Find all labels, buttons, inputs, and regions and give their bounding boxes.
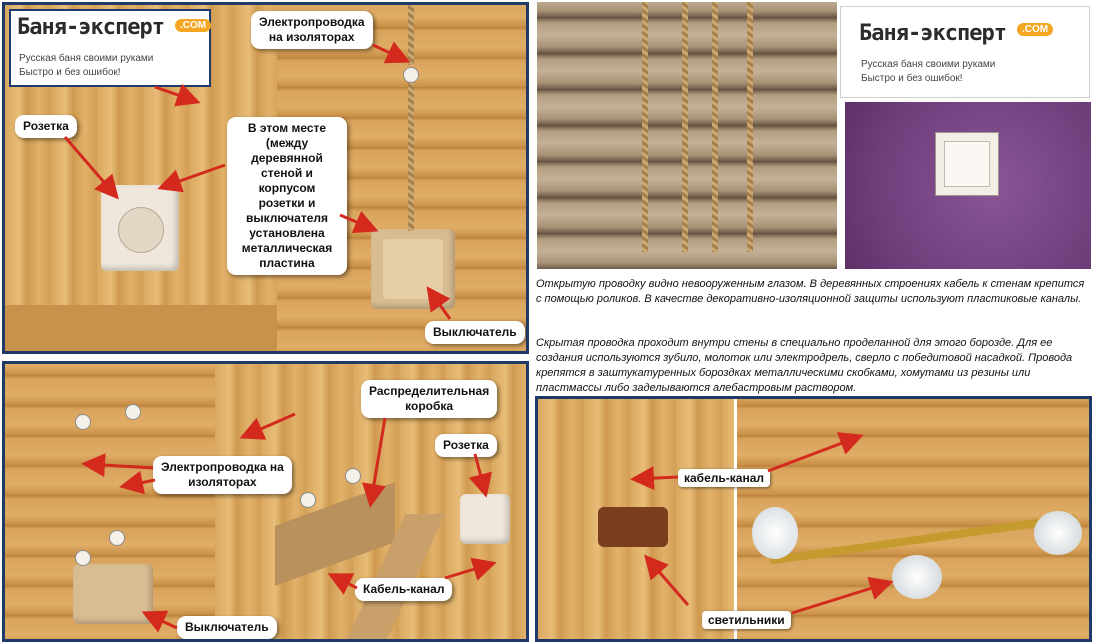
caption-paragraph-hidden-wiring: Скрытая проводка проходит внутри стены в специально проделанной для этого борозде. Для ее создания используются зубило, молоток или электродрель, сверло с победитовой насадкой. Провода крепятся в заштукатуренных бороздках металлическими скобками, хомутами из резины или пластмассы либо заделываются алебастровым раствором. xyxy=(536,337,1073,394)
photo-panel-log-wall-cords xyxy=(537,2,837,269)
brand-domain-badge-2: .COM xyxy=(1017,23,1053,36)
label-outlet: Розетка xyxy=(15,115,77,138)
brand-tagline-1-2: Русская баня своими руками xyxy=(861,59,996,70)
label-cable-channel-2: кабель-канал xyxy=(678,469,770,487)
label-distribution-box: Распределительная коробка xyxy=(361,380,497,418)
label-switch: Выключатель xyxy=(425,321,525,344)
photo-panel-wiring-insulators-box xyxy=(2,361,529,642)
log-cord-3 xyxy=(712,2,718,252)
arrow-to-wall-bl xyxy=(245,414,295,436)
arrows-bottom-right xyxy=(538,399,1092,642)
arrow-to-switch-2 xyxy=(147,614,177,628)
brand-tagline-1: Русская баня своими руками xyxy=(19,53,154,64)
label-lamps: светильники xyxy=(702,611,791,629)
brand-tagline-2: Быстро и без ошибок! xyxy=(19,67,121,78)
arrow-to-insulator xyxy=(373,45,405,60)
arrow-to-outlet-2 xyxy=(475,454,485,492)
photo-panel-cable-channel-lamps xyxy=(535,396,1092,642)
arrow-to-insulator-2 xyxy=(125,480,155,486)
arrow-to-outlet xyxy=(65,137,115,195)
wall-switch-image xyxy=(935,132,999,196)
arrow-to-box xyxy=(371,418,385,502)
arrow-to-switch xyxy=(430,291,450,319)
log-cord-1 xyxy=(642,2,648,252)
arrows-top-left xyxy=(5,5,529,354)
photo-panel-purple-wall-switch xyxy=(845,102,1091,269)
brand-domain-badge: .COM xyxy=(175,19,211,32)
arrows-bottom-left xyxy=(5,364,529,642)
arrow-to-plate-right xyxy=(340,215,373,229)
brand-name-2: Баня-эксперт xyxy=(859,21,1006,46)
log-cord-2 xyxy=(682,2,688,252)
label-switch-2: Выключатель xyxy=(177,616,277,639)
label-metal-plate: В этом месте (между деревянной стеной и корпусом розетки и выключателя установлена металлическая пластина xyxy=(227,117,347,275)
arrow-to-channel-1 xyxy=(333,576,357,588)
arrow-to-channel-right xyxy=(768,437,858,471)
arrow-to-insulator-1 xyxy=(87,464,153,468)
brand-tagline-2-2: Быстро и без ошибок! xyxy=(861,73,963,84)
label-cable-channel: Кабель-канал xyxy=(355,578,452,601)
brand-name: Баня-эксперт xyxy=(17,15,164,40)
arrow-to-channel-left xyxy=(636,477,678,479)
label-wiring-insulators: Электропроводка на изоляторах xyxy=(251,11,373,49)
label-outlet-2: Розетка xyxy=(435,434,497,457)
label-wiring-insulators-2: Электропроводка на изоляторах xyxy=(153,456,292,494)
brand-logo-box-2 xyxy=(840,6,1090,98)
arrow-to-wall-lamp xyxy=(648,559,688,605)
arrow-to-channel-2 xyxy=(445,564,491,578)
log-cord-4 xyxy=(747,2,753,252)
arrow-to-wall xyxy=(155,87,195,101)
photo-panel-wood-wall-outlet xyxy=(2,2,529,354)
arrow-to-plate-left xyxy=(163,165,225,187)
caption-paragraph-open-wiring: Открытую проводку видно невооруженным глазом. В деревянных строениях кабель к стенам крепится с помощью роликов. В качестве декоративно-изоляционной защиты используют пластиковые каналы. xyxy=(536,278,1085,305)
arrow-to-ceiling-lamp xyxy=(792,583,888,613)
wall-switch-key xyxy=(944,141,990,187)
